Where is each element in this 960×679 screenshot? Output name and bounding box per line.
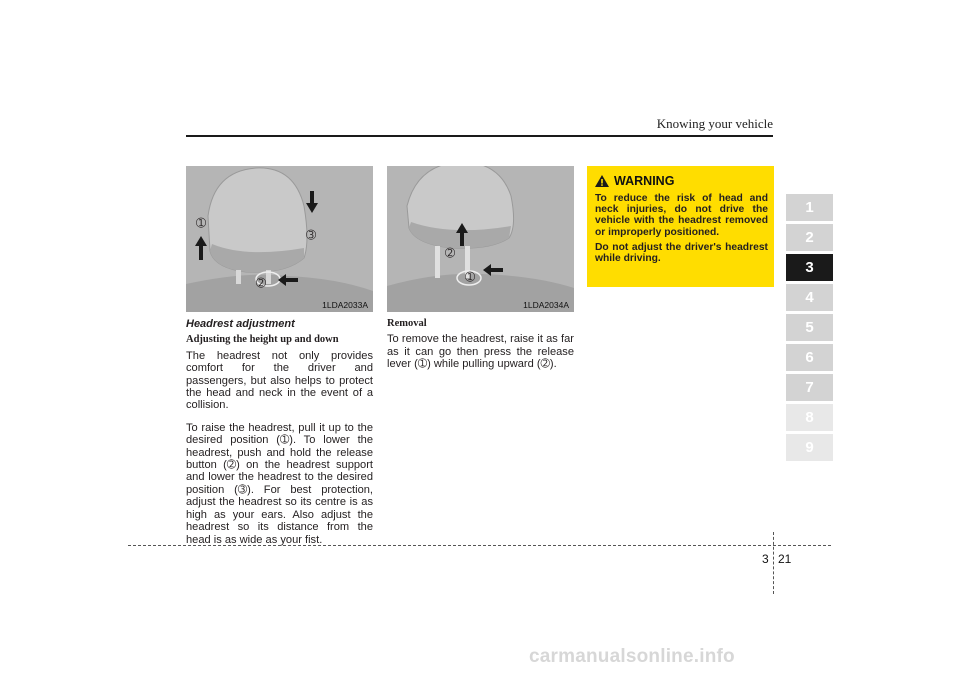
watermark: carmanualsonline.info — [529, 646, 735, 667]
warning-title: WARNING — [614, 174, 675, 188]
arrow-down-icon — [306, 191, 318, 213]
marker-2: ➁ — [256, 276, 267, 290]
warning-header — [595, 174, 768, 188]
subheading: Removal — [387, 318, 427, 329]
footer-rule — [128, 545, 831, 546]
page-number: 21 — [778, 552, 792, 566]
column-headrest-removal — [387, 318, 574, 381]
chapter-tab-8[interactable]: 8 — [786, 404, 833, 431]
figure-code: 1LDA2033A — [322, 300, 368, 310]
running-header: Knowing your vehicle — [656, 116, 773, 131]
chapter-tab-1[interactable]: 1 — [786, 194, 833, 221]
marker-1: ➀ — [196, 216, 207, 230]
chapter-tab-7[interactable]: 7 — [786, 374, 833, 401]
chapter-tab-3[interactable]: 3 — [786, 254, 833, 281]
headrest-adjustment-illustration — [186, 166, 373, 312]
paragraph: To raise the headrest, pull it up to the desired position (➀). To lower the headrest, push and hold the release button (➁) on the headrest support and lower the headrest to the desired position (➂). For best protection, adjust the headrest so its centre is as high as your ears. Also adjust the headrest so its distance from the head is as wide as your fist. — [186, 421, 373, 546]
chapter-tab-9[interactable]: 9 — [786, 434, 833, 461]
paragraph: To remove the headrest, raise it as far as it can go then press the release lever (➀) while pulling upward (➁). — [387, 333, 574, 371]
warning-icon — [595, 175, 609, 187]
figure-code: 1LDA2034A — [523, 300, 569, 310]
section-title: Headrest adjustment — [186, 318, 295, 330]
figure-headrest-adjustment — [186, 166, 373, 312]
chapter-tab-5[interactable]: 5 — [786, 314, 833, 341]
column-headrest-adjustment — [186, 318, 373, 556]
warning-text: Do not adjust the driver's headrest while driving. — [595, 241, 768, 265]
warning-box — [587, 166, 774, 287]
chapter-tab-6[interactable]: 6 — [786, 344, 833, 371]
marker-3: ➂ — [306, 228, 317, 242]
headrest-removal-illustration — [387, 166, 574, 312]
chapter-tabs — [786, 194, 833, 464]
chapter-number: 3 — [762, 552, 769, 566]
figure-headrest-removal — [387, 166, 574, 312]
subheading: Adjusting the height up and down — [186, 334, 339, 346]
paragraph: The headrest not only provides comfort for the driver and passengers, but also helps to protect the head and neck in the event of a collision. — [186, 349, 373, 412]
warning-text: To reduce the risk of head and neck injuries, do not drive the vehicle with the headrest removed or improperly positioned. — [595, 193, 768, 238]
chapter-tab-2[interactable]: 2 — [786, 224, 833, 251]
marker-1: ➀ — [465, 270, 476, 284]
footer-divider — [773, 532, 774, 594]
arrow-up-icon — [195, 236, 207, 260]
chapter-tab-4[interactable]: 4 — [786, 284, 833, 311]
header-rule — [186, 135, 773, 137]
marker-2: ➁ — [445, 246, 456, 260]
